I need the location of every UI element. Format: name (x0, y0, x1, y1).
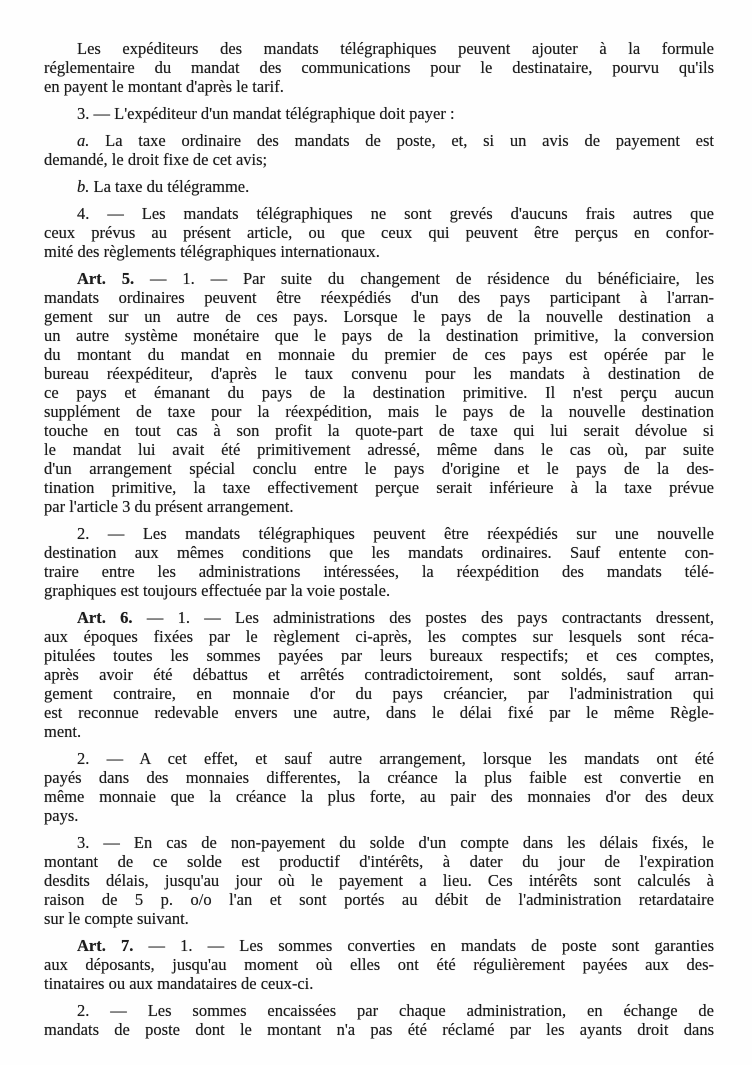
text-line: graphiques est toujours effectuée par la voie postale. (44, 581, 391, 600)
text-line: aux époques fixées par le règlement ci-après, les comptes sur lesquels sont réca- (44, 627, 714, 646)
text-line: ceux prévus au présent article, ou que ceux qui peuvent être perçus en confor- (44, 223, 714, 242)
text-line: destination aux mêmes conditions que les mandats ordinaires. Sauf entente con- (44, 543, 714, 562)
text-line: 2. — A cet effet, et sauf autre arrangement, lorsque les mandats ont été (77, 749, 714, 768)
text-line: mandats de poste dont le montant n'a pas été réclamé par les ayants droit dans (44, 1020, 714, 1039)
text-line: raison de 5 p. o/o l'an et sont portés au débit de l'administration retardataire (44, 890, 714, 909)
text-line: aux déposants, jusqu'au moment où elles ont été régulièrement payées aux des- (44, 955, 714, 974)
text-line: montant de ce solde est productif d'intérêts, à dater du jour de l'expiration (44, 852, 714, 871)
text-line: 4. — Les mandats télégraphiques ne sont grevés d'aucuns frais autres que (77, 204, 714, 223)
paragraph (44, 269, 714, 516)
text-line: bureau réexpéditeur, d'après le taux convenu pour les mandats à destination de (44, 364, 714, 383)
paragraph (44, 39, 714, 96)
text-line: après avoir été débattus et arrêtés contradictoirement, sont soldés, sauf arran- (44, 665, 714, 684)
text-line: 2. — Les mandats télégraphiques peuvent être réexpédiés sur une nouvelle (77, 524, 714, 543)
text-line: touche en tout cas à son profit la quote-part de taxe qui lui serait dévolue si (44, 421, 714, 440)
text-line: sur le compte suivant. (44, 909, 189, 928)
text-line: un autre système monétaire que le pays de la destination primitive, la conversion (44, 326, 714, 345)
text-line: 3. — L'expéditeur d'un mandat télégraphique doit payer : (77, 104, 455, 123)
paragraph (44, 177, 714, 196)
text-line: le mandat lui avait été primitivement adressé, même dans le cas où, par suite (44, 440, 714, 459)
text-line: gement sur un autre de ces pays. Lorsque le pays de la nouvelle destination a (44, 307, 714, 326)
text-line: réglementaire du mandat des communications pour le destinataire, pourvu qu'ils (44, 58, 714, 77)
text-line: a. La taxe ordinaire des mandats de poste, et, si un avis de payement est (77, 131, 714, 150)
text-line: payés dans des monnaies differentes, la créance la plus faible est convertie en (44, 768, 714, 787)
text-line: tinataires ou aux mandataires de ceux-ci. (44, 974, 314, 993)
paragraph (44, 833, 714, 928)
text-line: traire entre les administrations intéressées, la réexpédition des mandats télé- (44, 562, 714, 581)
page-text (44, 39, 714, 1047)
paragraph (44, 608, 714, 741)
paragraph (44, 204, 714, 261)
text-line: Art. 5. — 1. — Par suite du changement de résidence du bénéficiaire, les (77, 269, 714, 288)
text-line: demandé, le droit fixe de cet avis; (44, 150, 268, 169)
text-line: tination primitive, la taxe effectivement perçue serait inférieure à la taxe prévue (44, 478, 714, 497)
text-line: 2. — Les sommes encaissées par chaque administration, en échange de (77, 1001, 714, 1020)
paragraph (44, 749, 714, 825)
paragraph (44, 1001, 714, 1039)
article-number: Art. 6. (77, 608, 133, 627)
paragraph (44, 524, 714, 600)
text-line: ment. (44, 722, 82, 741)
text-line: est reconnue redevable envers une autre, dans le délai fixé par le même Règle- (44, 703, 714, 722)
text-line: en payent le montant d'après le tarif. (44, 77, 284, 96)
paragraph (44, 131, 714, 169)
text-line: pitulées toutes les sommes payées par leurs bureaux respectifs; et ces comptes, (44, 646, 714, 665)
text-line: du montant du mandat en monnaie du premier de ces pays est opérée par le (44, 345, 714, 364)
text-line: pays. (44, 806, 79, 825)
text-line: ce pays et émanant du pays de la destination primitive. Il n'est perçu aucun (44, 383, 714, 402)
text-line: par l'article 3 du présent arrangement. (44, 497, 294, 516)
text-line: Art. 6. — 1. — Les administrations des postes des pays contractants dressent, (77, 608, 714, 627)
list-letter: a. (77, 131, 90, 150)
text-line: 3. — En cas de non-payement du solde d'un compte dans les délais fixés, le (77, 833, 714, 852)
article-number: Art. 5. (77, 269, 135, 288)
text-line: mandats ordinaires peuvent être réexpédiés d'un des pays participant à l'arran- (44, 288, 714, 307)
text-line: d'un arrangement spécial conclu entre le pays d'origine et le pays de la des- (44, 459, 714, 478)
text-line: gement contraire, en monnaie d'or du pays créancier, par l'administration qui (44, 684, 714, 703)
list-letter: b. (77, 177, 90, 196)
text-line: même monnaie que la créance la plus forte, au pair des monnaies d'or des deux (44, 787, 714, 806)
article-number: Art. 7. (77, 936, 134, 955)
text-line: mité des règlements télégraphiques internationaux. (44, 242, 380, 261)
text-line: desdits délais, jusqu'au jour où le payement a lieu. Ces intérêts sont calculés à (44, 871, 714, 890)
text-line: supplément de taxe pour la réexpédition, mais le pays de la nouvelle destination (44, 402, 714, 421)
paragraph (44, 104, 714, 123)
paragraph (44, 936, 714, 993)
text-line: Art. 7. — 1. — Les sommes converties en mandats de poste sont garanties (77, 936, 714, 955)
text-line: b. La taxe du télégramme. (77, 177, 250, 196)
text-line: Les expéditeurs des mandats télégraphiques peuvent ajouter à la formule (77, 39, 714, 58)
